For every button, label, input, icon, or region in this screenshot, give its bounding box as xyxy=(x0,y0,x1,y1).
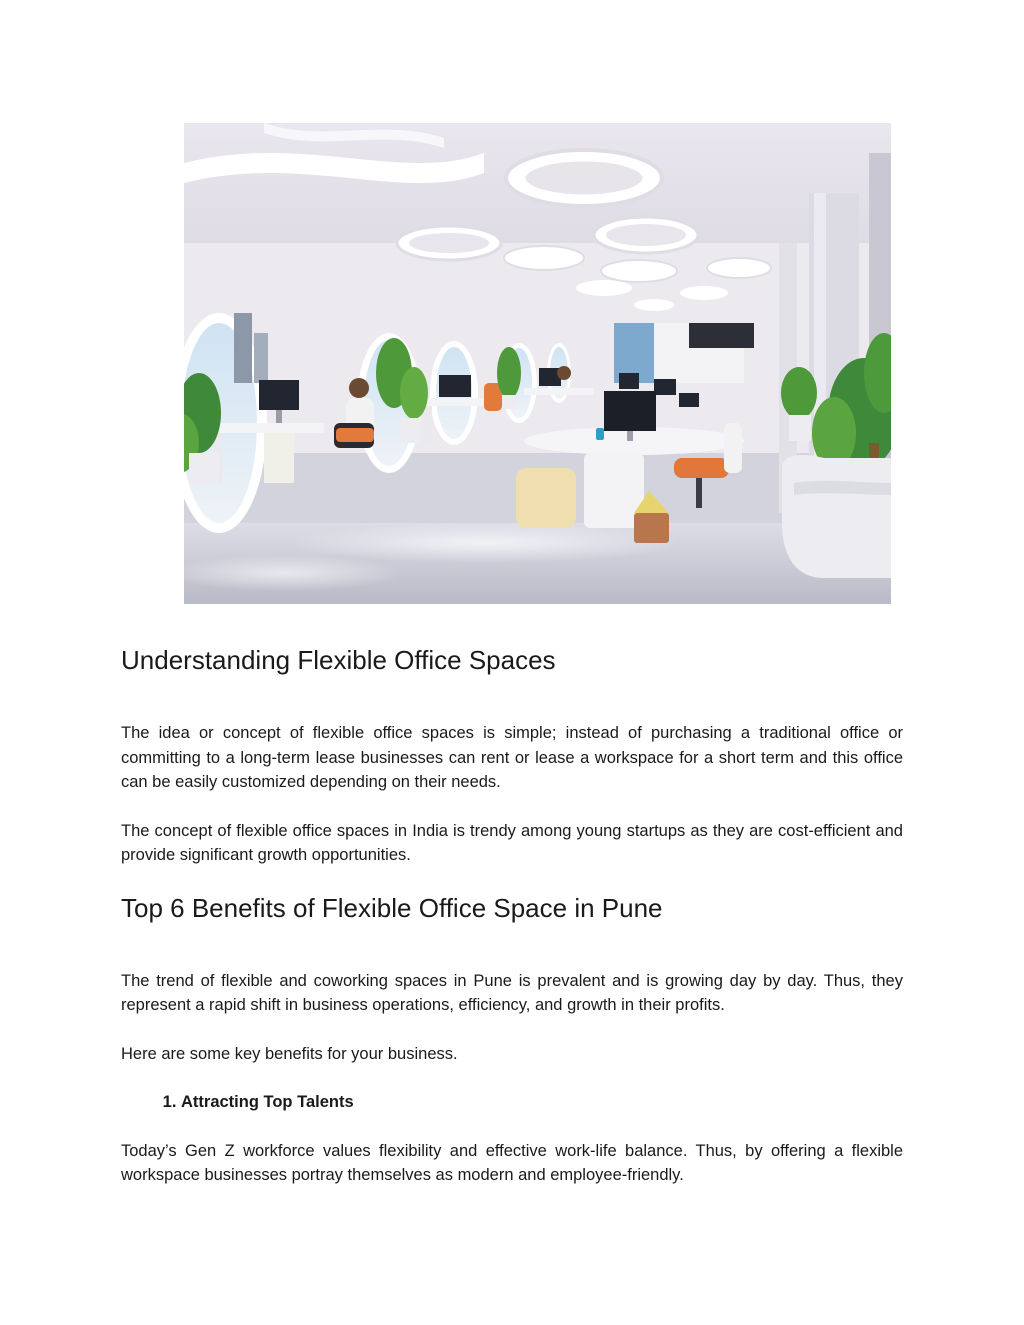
benefits-list xyxy=(121,1090,903,1115)
list-item: 1. Attracting Top Talents xyxy=(181,1090,903,1115)
office-illustration xyxy=(184,123,891,604)
paragraph: The concept of flexible office spaces in India is trendy among young startups as they are cost-efficient and provide significant growth opportunities. xyxy=(121,821,903,864)
section-heading-understanding: Understanding Flexible Office Spaces xyxy=(121,645,556,675)
paragraph: Today’s Gen Z workforce values flexibility and effective work-life balance. Thus, by offering a flexible workspace businesses portray themselves as modern and employee-friendly. xyxy=(121,1141,903,1184)
article-content xyxy=(121,640,903,1188)
hero-office-image xyxy=(184,123,891,604)
paragraph: The idea or concept of flexible office spaces is simple; instead of purchasing a traditional office or committing to a long-term lease businesses can rent or lease a workspace for a short term and this office can be easily customized depending on their needs. xyxy=(121,724,903,791)
paragraph: The trend of flexible and coworking spaces in Pune is prevalent and is growing day by day. Thus, they represent a rapid shift in business operations, efficiency, and growth in their profits. xyxy=(121,971,903,1014)
section-heading-benefits: Top 6 Benefits of Flexible Office Space in Pune xyxy=(121,892,663,923)
plant-left xyxy=(184,373,221,483)
paragraph: Here are some key benefits for your business. xyxy=(121,1044,458,1063)
